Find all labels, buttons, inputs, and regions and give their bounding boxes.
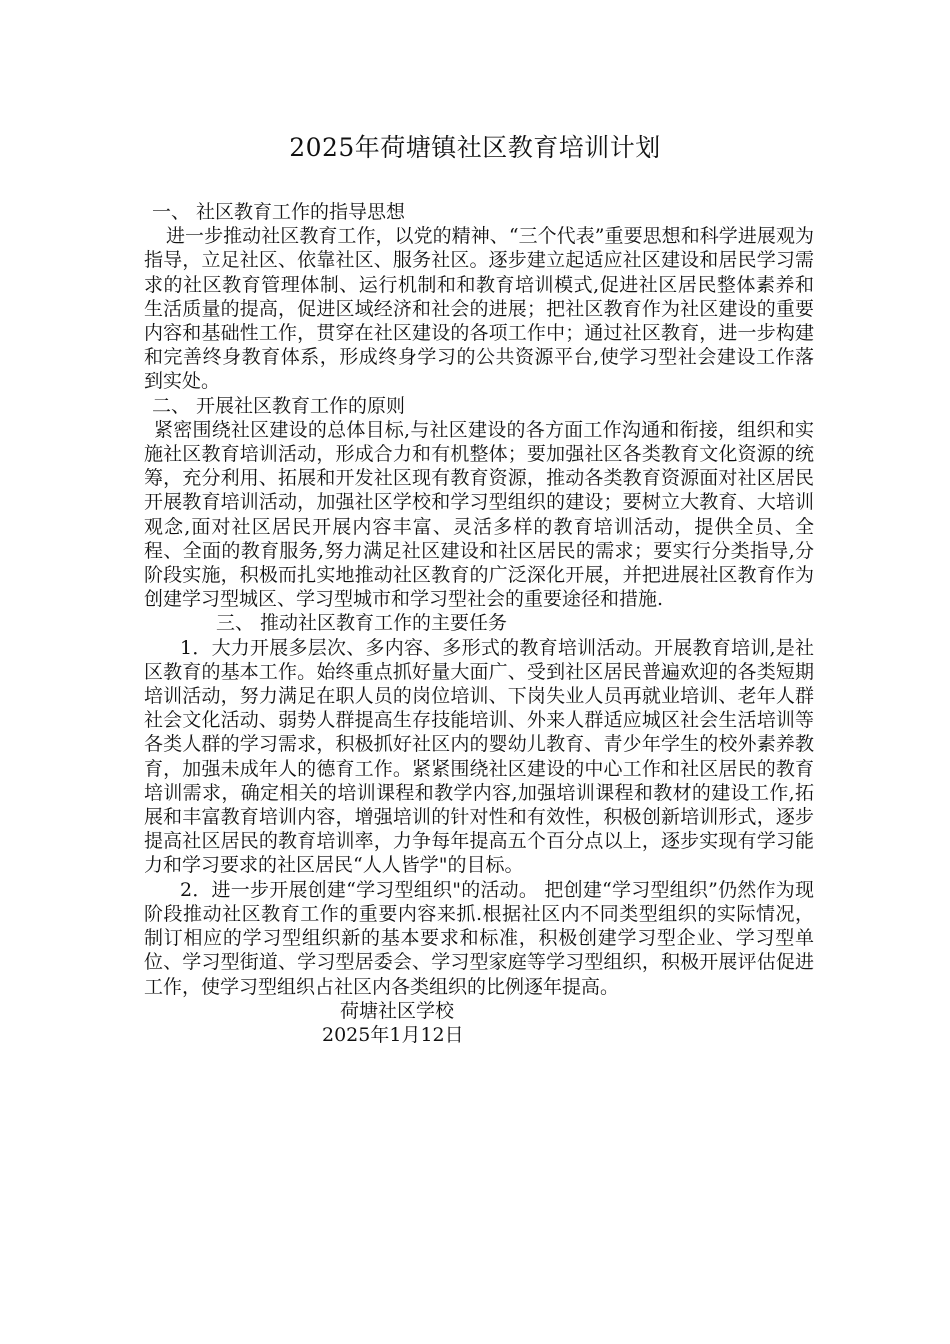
paragraph-task-2: 2．进一步开展创建“学习型组织"的活动。 把创建“学习型组织”仍然作为现阶段推动社区教育工作的重要内容来抓.根据社区内不同类型组织的实际情况，制订相应的学习型组织新的基本要求和标准，积极创建学习型企业、学习型单位、学习型街道、学习型居委会、学习型家庭等学习型组织，积极开展评估促进工作，使学习型组织占社区内各类组织的比例逐年提高。 [144,878,814,998]
signature-organization: 荷塘社区学校 [340,999,455,1022]
paragraph-guiding-ideology: 进一步推动社区教育工作，以党的精神、“三个代表”重要思想和科学进展观为指导，立足社区、依靠社区、服务社区。逐步建立起适应社区建设和居民学习需求的社区教育管理体制、运行机制和和教育培训模式,促进社区居民整体素养和生活质量的提高，促进区域经济和社会的进展；把社区教育作为社区建设的重要内容和基础性工作，贯穿在社区建设的各项工作中；通过社区教育，进一步构建和完善终身教育体系，形成终身学习的公共资源平台,使学习型社会建设工作落到实处。 [144,225,814,393]
document-title: 2025年荷塘镇社区教育培训计划 [289,133,661,162]
paragraph-principles: 紧密围绕社区建设的总体目标,与社区建设的各方面工作沟通和衔接，组织和实施社区教育培训活动，形成合力和有机整体；要加强社区各类教育文化资源的统筹，充分利用、拓展和开发社区现有教育资源，推动各类教育资源面对社区居民开展教育培训活动，加强社区学校和学习型组织的建设；要树立大教育、大培训观念,面对社区居民开展内容丰富、灵活多样的教育培训活动，提供全员、全程、全面的教育服务,努力满足社区建设和社区居民的需求；要实行分类指导,分阶段实施，积极而扎实地推动社区教育的广泛深化开展，并把进展社区教育作为创建学习型城区、学习型城市和学习型社会的重要途径和措施. [144,418,814,611]
signature-date: 2025年1月12日 [322,1023,464,1046]
section-heading-principles: 二、 开展社区教育工作的原则 [152,394,406,417]
document-body [144,200,814,1047]
section-heading-guiding-ideology: 一、 社区教育工作的指导思想 [152,201,406,223]
section-heading-main-tasks: 三、 推动社区教育工作的主要任务 [216,612,508,635]
paragraph-task-1: 1．大力开展多层次、多内容、多形式的教育培训活动。开展教育培训,是社区教育的基本工作。始终重点抓好量大面广、受到社区居民普遍欢迎的各类短期培训活动，努力满足在职人员的岗位培训、下岗失业人员再就业培训、老年人群社会文化活动、弱势人群提高生存技能培训、外来人群适应城区社会生活培训等各类人群的学习需求，积极抓好社区内的婴幼儿教育、青少年学生的校外素养教育，加强未成年人的德育工作。紧紧围绕社区建设的中心工作和社区居民的教育培训需求，确定相关的培训课程和教学内容,加强培训课程和教材的建设工作,拓展和丰富教育培训内容，增强培训的针对性和有效性，积极创新培训形式，逐步提高社区居民的教育培训率，力争每年提高五个百分点以上，逐步实现有学习能力和学习要求的社区居民“人人皆学"的目标。 [144,636,814,877]
